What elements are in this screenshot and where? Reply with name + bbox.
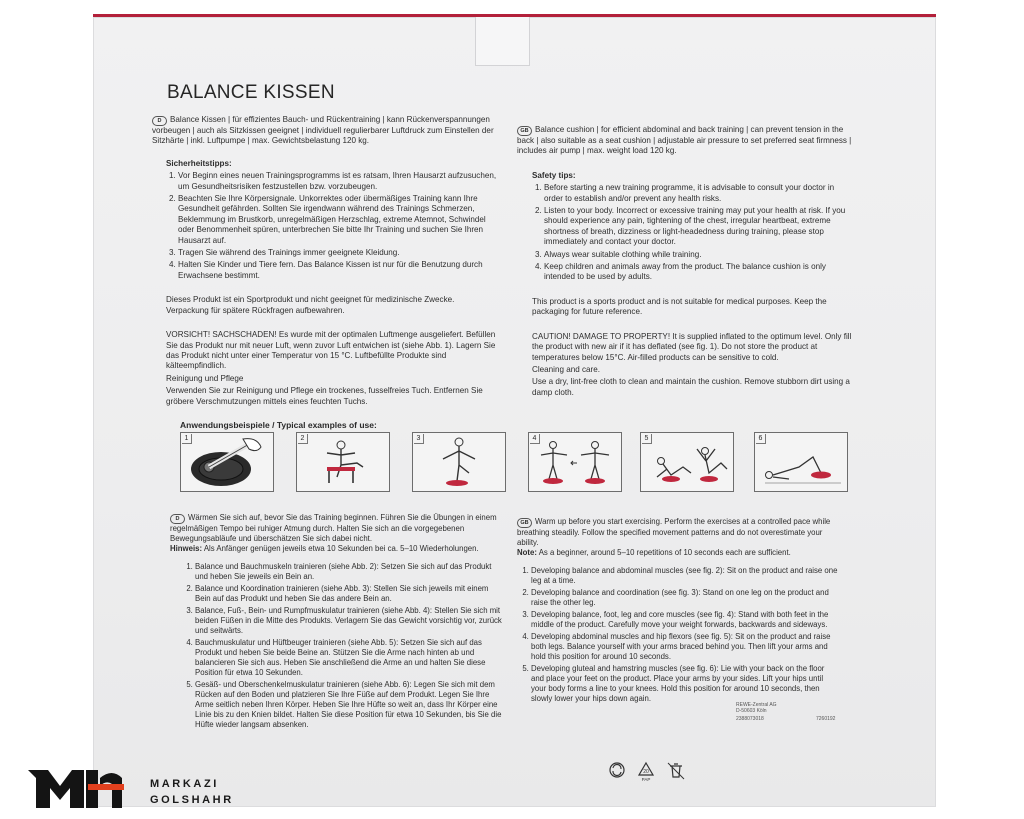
list-item: 4. Halten Sie Kinder und Tiere fern. Das Balance Kissen ist nur für die Benutzung durch Erwachsene bestimmt. [178, 260, 498, 281]
english-note: As a beginner, around 5–10 repetitions of 10 seconds each are sufficient. [538, 548, 791, 557]
list-item: 2. Listen to your body. Incorrect or excessive training may put your health at risk. If you should experience any pain, tightening of the chest, irregular heartbeat, extreme shortness of breath, dizziness or light-headedness during training, please stop immediately and contact your doctor. [544, 206, 853, 248]
figure-2-sit-leg [296, 432, 390, 492]
recycle-triangle-icon [639, 763, 653, 775]
figure-number: 6 [756, 434, 766, 444]
bridge-illustration [755, 433, 847, 491]
list-item: 1. Balance und Bauchmuskeln trainieren (siehe Abb. 2): Setzen Sie sich auf das Produkt und heben Sie jeweils ein Bein an. [195, 562, 505, 582]
german-care-text: Verwenden Sie zur Reinigung und Pflege ein trockenes, fusselfreies Tuch. Entfernen Sie gröbere Verschmutzungen mittels eines feuchten Tuchs. [166, 386, 483, 406]
figure-number: 2 [298, 434, 308, 444]
figure-4-weight-shift [528, 432, 622, 492]
english-safety-heading: Safety tips: [532, 170, 576, 180]
figure-5-abdominal [640, 432, 734, 492]
list-item: 3. Tragen Sie während des Trainings immer geeignete Kleidung. [178, 248, 498, 258]
list-item: 4. Developing abdominal muscles and hip flexors (see fig. 5): Sit on the product and raise both legs. Balance yourself with your arms braced behind you. Then lift your arms and hold this position for around 10 seconds. [531, 632, 839, 662]
recycling-symbols [606, 760, 688, 782]
language-badge-de: D [170, 514, 185, 524]
figure-number: 5 [642, 434, 652, 444]
standing-illustration [413, 433, 505, 491]
list-item: 3. Developing balance, foot, leg and core muscles (see fig. 4): Stand with both feet in the middle of the product. Carefully move your weight forwards, backwards and sideways. [531, 610, 839, 630]
german-caution: VORSICHT! SACHSCHADEN! Es wurde mit der optimalen Luftmenge ausgeliefert. Befüllen Sie das Produkt nur mit neuer Luft, wenn zuvor Luft entwichen ist (siehe Abb. 1). Lagern Sie das Produkt nicht unter einer Temperatur von 15 °C. Luftbefüllte Produkte sind kälteempfindlich. [166, 330, 496, 371]
sitting-illustration [297, 433, 389, 491]
imprint-code-left: 2388073018 [736, 716, 764, 722]
balance-illustration [529, 433, 621, 491]
language-badge-gb: GB [517, 126, 532, 136]
english-info-column [517, 125, 853, 405]
list-item: 4. Bauchmuskulatur und Hüftbeuger trainieren (siehe Abb. 5): Setzen Sie sich auf das Produkt und heben Sie beide Beine an. Stützen Sie die Arme nach hinten ab und balancieren Sie sich aus. Heben Sie anschließend die Arme an und halten Sie diese Position für etwa 10 Sekunden. [195, 638, 505, 678]
imprint-address: D-50603 Köln [736, 708, 767, 714]
figure-number: 4 [530, 434, 540, 444]
trash-bin-icon [668, 763, 684, 779]
language-badge-de: D [152, 116, 167, 126]
list-item: 5. Gesäß- und Oberschenkelmuskulatur trainieren (siehe Abb. 6): Legen Sie sich mit dem Rücken auf den Boden und platzieren Sie Ihre Füße auf dem Produkt. Legen Sie Ihre Arme seitlich neben Ihren Körper. Heben Sie Ihre Hüfte so weit an, dass Ihr Körper eine Linie bis zu den Knien bildet. Halten Sie diese Position für etwa 10 Sekunden, bis Sie die Hüfte wieder langsam absenken. [195, 680, 505, 730]
pump-illustration [181, 433, 273, 491]
english-care-heading: Cleaning and care. [532, 364, 600, 374]
svg-text:20: 20 [643, 769, 649, 775]
exercise-figures [180, 432, 820, 494]
english-care-text: Use a dry, lint-free cloth to clean and maintain the cushion. Remove stubborn dirt using a damp cloth. [532, 377, 850, 397]
logo-name-top: MARKAZI [150, 778, 219, 790]
english-exercise-list [517, 566, 839, 704]
german-safety-heading: Sicherheitstipps: [166, 158, 232, 168]
list-item: 1. Developing balance and abdominal muscles (see fig. 2): Sit on the product and raise one leg at a time. [531, 566, 839, 586]
english-caution: CAUTION! DAMAGE TO PROPERTY! It is supplied inflated to the optimum level. Only fill the product with new air if it has deflated (see fig. 1). Do not store the product at temperatures below 15°C. Air-filled products can be sensitive to cold. [532, 331, 852, 362]
english-note-label: Note: [517, 548, 537, 557]
language-badge-gb: GB [517, 518, 532, 528]
english-safety-list [532, 183, 853, 283]
abdominal-illustration [641, 433, 733, 491]
figure-number: 3 [414, 434, 424, 444]
figure-number: 1 [182, 434, 192, 444]
logo-mark-icon [26, 764, 136, 814]
german-safety [152, 159, 498, 407]
list-item: 5. Developing gluteal and hamstring muscles (see fig. 6): Lie with your back on the floor and place your feet on the product. Place your arms by your sides. Lift your hips until your body forms a line to your knees. Hold this position for around 10 seconds, then slowly lower your hips down again. [531, 664, 839, 704]
german-exercise-list [170, 562, 505, 730]
imprint-code-right: 7260192 [816, 716, 836, 722]
list-item: 2. Beachten Sie Ihre Körpersignale. Unkorrektes oder übermäßiges Training kann Ihre Gesundheit gefährden. Sollten Sie irgendwann während des Trainings Schmerzen, Beklemmung im Brustkorb, unregelmäßigen Herzschlag, extreme Atemnot, Schwindel oder Benommenheit spüren, unterbrechen Sie bitte Ihr Training und suchen Sie Ihren Hausarzt auf. [178, 194, 498, 246]
list-item: 2. Developing balance and coordination (see fig. 3): Stand on one leg on the product and raise the other leg. [531, 588, 839, 608]
german-care-heading: Reinigung und Pflege [166, 373, 244, 383]
german-sport-note: Dieses Produkt ist ein Sportprodukt und nicht geeignet für medizinische Zwecke. Verpackung für spätere Rückfragen aufbewahren. [166, 295, 455, 315]
markazi-golshahr-logo [26, 764, 234, 814]
figure-6-glute-bridge [754, 432, 848, 492]
german-hint: Als Anfänger genügen jeweils etwa 10 Sekunden bei ca. 5–10 Wiederholungen. [203, 544, 479, 553]
pap-label: PAP [641, 777, 651, 782]
imprint-company: REWE-Zentral AG [736, 702, 777, 708]
german-hint-label: Hinweis: [170, 544, 203, 553]
english-exercise-column [517, 517, 839, 712]
box-tab-flap [475, 17, 530, 66]
list-item: 1. Before starting a new training programme, it is advisable to consult your doctor in order to establish and/or prevent any health risks. [544, 183, 853, 204]
recycling-icons [606, 760, 688, 782]
german-info-column [152, 115, 498, 414]
english-intro: GB Balance cushion | for efficient abdominal and back training | can prevent tension in the back | also suitable as a seat cushion | adjustable air pressure to set preferred seat firmness | includes air pump | max. weight load 120 kg. [517, 125, 852, 156]
list-item: 3. Always wear suitable clothing while training. [544, 250, 853, 260]
german-safety-list [166, 171, 498, 281]
figure-1-pump [180, 432, 274, 492]
list-item: 2. Balance und Koordination trainieren (siehe Abb. 3): Stellen Sie sich jeweils mit einem Bein auf das Produkt und heben Sie das andere Bein an. [195, 584, 505, 604]
german-exercise-column [170, 513, 505, 738]
english-sport-note: This product is a sports product and is not suitable for medical purposes. Keep the packaging for future reference. [532, 296, 827, 317]
english-safety [517, 171, 853, 398]
german-exercise-intro: D Wärmen Sie sich auf, bevor Sie das Training beginnen. Führen Sie die Übungen in einem regelmäßigen Tempo bei ruhiger Atmung durch. Halten Sie sich an die vorgegebenen Bewegungsabläufe und überschätzen Sie sich dabei nicht. Hinweis: Als Anfänger genügen jeweils etwa 10 Sekunden bei ca. 5–10 Wiederholungen. [170, 513, 497, 553]
recycle-circle-icon [610, 763, 624, 777]
list-item: 4. Keep children and animals away from the product. The balance cushion is only intended to be used by adults. [544, 262, 853, 283]
logo-name-bottom: GOLSHAHR [150, 794, 234, 806]
english-exercise-intro: GB Warm up before you start exercising. Perform the exercises at a controlled pace while breathing steadily. Follow the specified movement patterns and do not overestimate your ability. Note: As a beginner, around 5–10 repetitions of 10 seconds each are sufficient. [517, 517, 831, 557]
german-intro: D Balance Kissen | für effizientes Bauch- und Rückentraining | kann Rückenverspannungen vorbeugen | auch als Sitzkissen geeignet | individuell regulierbarer Luftdruck zum Einstellen der Sitzhärte | inkl. Luftpumpe | max. Gewichtsbelastung 120 kg. [152, 115, 494, 146]
list-item: 1. Vor Beginn eines neuen Trainingsprogramms ist es ratsam, Ihren Hausarzt aufzusuchen, um Gesundheitsrisiken festzustellen bzw. vorzubeugen. [178, 171, 498, 192]
examples-label: Anwendungsbeispiele / Typical examples of use: [180, 420, 377, 430]
figure-3-stand-one-leg [412, 432, 506, 492]
list-item: 3. Balance, Fuß-, Bein- und Rumpfmuskulatur trainieren (siehe Abb. 4): Stellen Sie sich mit beiden Füßen in die Mitte des Produkts. Verlagern Sie das Gewicht vorsichtig vor, zurück und seitwärts. [195, 606, 505, 636]
page-title: BALANCE KISSEN [167, 82, 335, 103]
